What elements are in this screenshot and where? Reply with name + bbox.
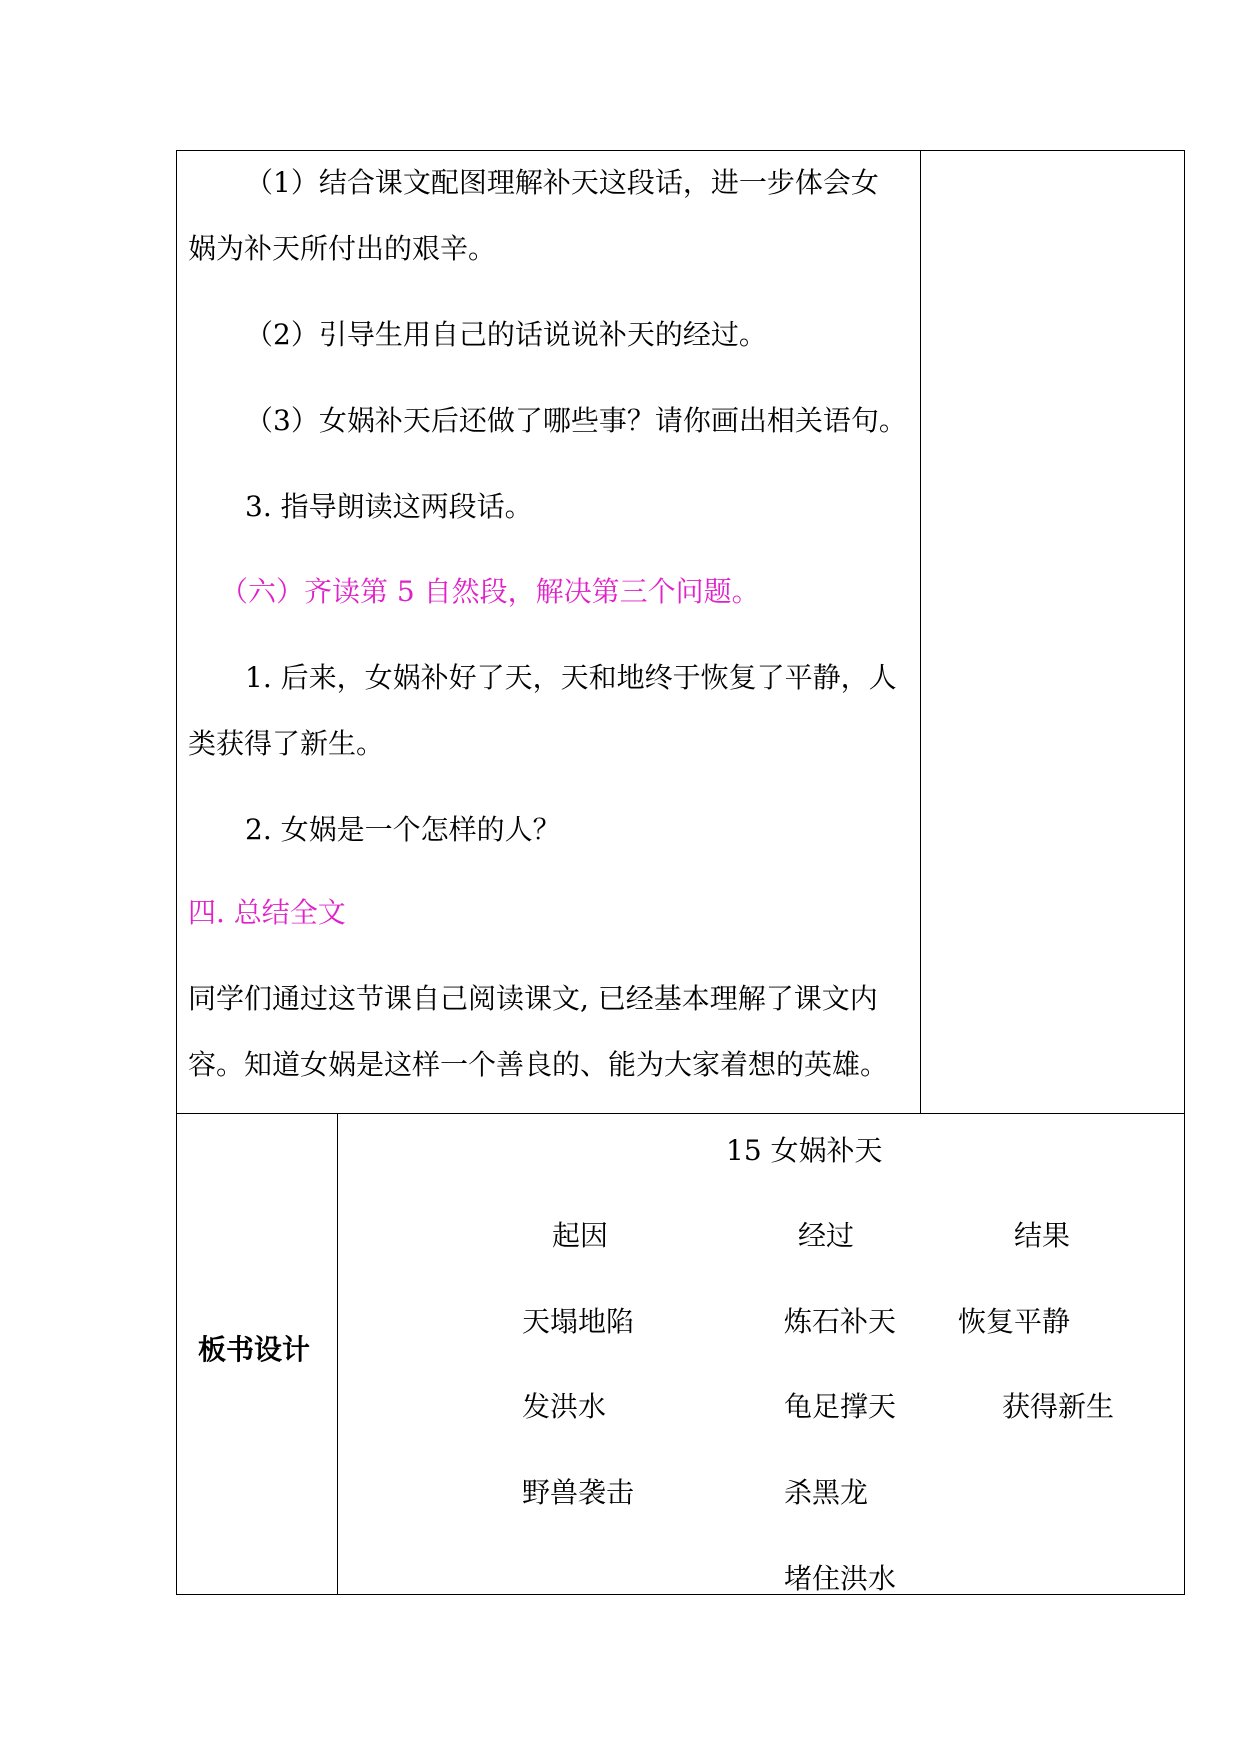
table-border-left	[176, 150, 177, 1595]
step-1-line-1: （1）结合课文配图理解补天这段话，进一步体会女	[245, 166, 879, 199]
board-design-label: 板书设计	[198, 1333, 311, 1366]
step-2: （2）引导生用自己的话说说补天的经过。	[245, 318, 767, 351]
section-four-heading: 四. 总结全文	[188, 896, 346, 929]
summary-line-2: 容。知道女娲是这样一个善良的、能为大家着想的英雄。	[188, 1048, 889, 1081]
process-item: 堵住洪水	[784, 1562, 897, 1595]
result-item: 获得新生	[1002, 1390, 1115, 1423]
table-border-bottom	[176, 1594, 1185, 1595]
column-header-cause: 起因	[552, 1219, 609, 1252]
table-divider-lower	[337, 1113, 338, 1595]
section-six-heading: （六）齐读第 5 自然段，解决第三个问题。	[220, 575, 760, 608]
table-border-middle	[176, 1113, 1185, 1114]
process-item: 炼石补天	[784, 1305, 897, 1338]
board-title: 15 女娲补天	[726, 1134, 883, 1167]
step-3: （3）女娲补天后还做了哪些事？请你画出相关语句。	[245, 404, 907, 437]
step-reading: 3. 指导朗读这两段话。	[245, 490, 533, 523]
question-1-line-2: 类获得了新生。	[188, 727, 385, 760]
question-2: 2. 女娲是一个怎样的人？	[245, 813, 561, 846]
process-item: 龟足撑天	[784, 1390, 897, 1423]
summary-line-1: 同学们通过这节课自己阅读课文, 已经基本理解了课文内	[188, 982, 878, 1015]
step-1-line-2: 娲为补天所付出的艰辛。	[188, 232, 497, 265]
column-header-result: 结果	[1014, 1219, 1071, 1252]
column-header-process: 经过	[798, 1219, 855, 1252]
table-border-right	[1184, 150, 1185, 1595]
question-1-line-1: 1. 后来，女娲补好了天，天和地终于恢复了平静，人	[245, 661, 897, 694]
process-item: 杀黑龙	[784, 1476, 869, 1509]
cause-item: 天塌地陷	[522, 1305, 635, 1338]
table-divider-upper	[920, 150, 921, 1114]
result-item: 恢复平静	[958, 1305, 1071, 1338]
cause-item: 野兽袭击	[522, 1476, 635, 1509]
table-border-top	[176, 150, 1185, 151]
cause-item: 发洪水	[522, 1390, 607, 1423]
